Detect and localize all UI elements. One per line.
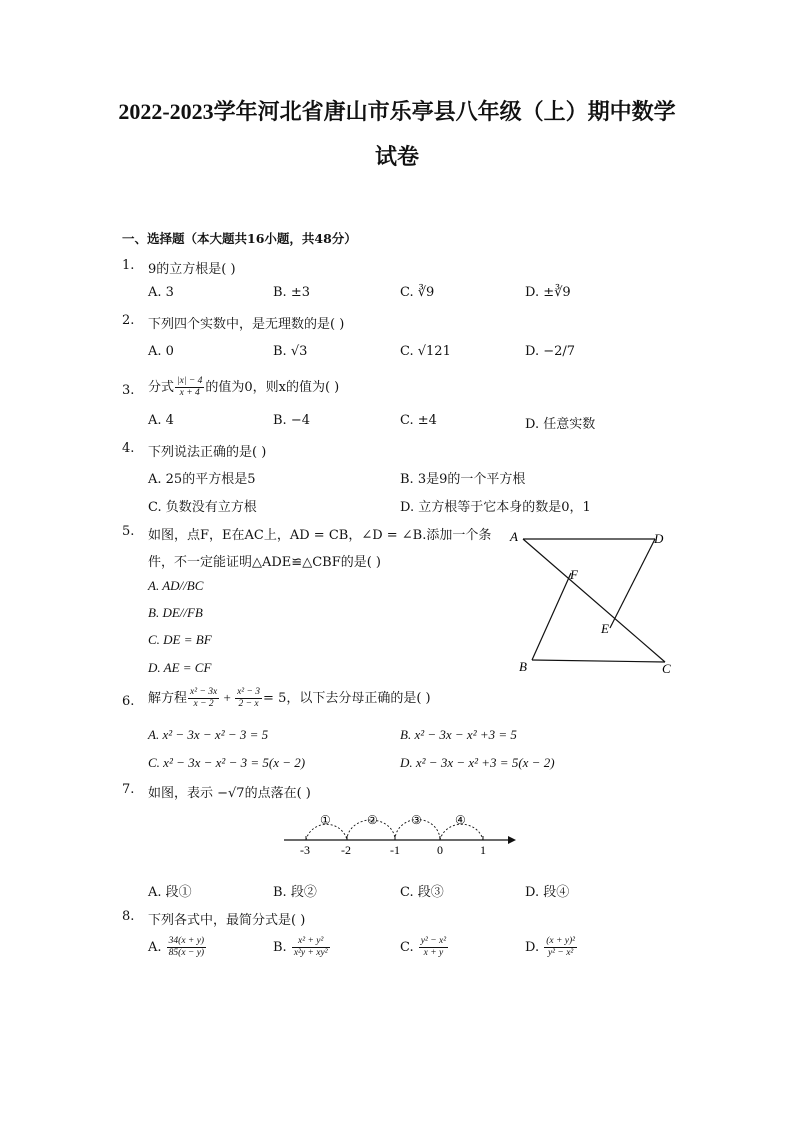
- question-4-text: 下列说法正确的是( ): [148, 445, 267, 460]
- tick-label: 0: [437, 843, 443, 857]
- q8-option-b: [273, 936, 331, 959]
- q4-option-b: B. 3是9的一个平方根: [400, 472, 526, 487]
- point-label-a: A: [510, 529, 518, 544]
- point-label-e: E: [601, 621, 609, 636]
- q3-frac-denominator: x + 4: [179, 388, 200, 398]
- segment-label-1: ①: [320, 813, 331, 827]
- question-number: 3.: [122, 383, 135, 398]
- q5-option-d: D. AE = CF: [148, 660, 212, 675]
- tick-label: -3: [300, 843, 310, 857]
- q6-frac2-numerator: x² − 3: [237, 687, 261, 697]
- q8-option-d: [525, 936, 578, 959]
- q6-fraction-2: [235, 687, 262, 710]
- frac-denominator: y² − x²: [547, 948, 574, 958]
- q7-option-d: D. 段④: [525, 885, 570, 900]
- frac-denominator: x + y: [423, 948, 444, 958]
- q4-option-d: D. 立方根等于它本身的数是0，1: [400, 500, 591, 515]
- q7-option-b: B. 段②: [273, 885, 317, 900]
- q5-option-b: B. DE//FB: [148, 605, 203, 620]
- q6-frac2-denominator: 2 − x: [238, 699, 259, 709]
- question-number: 6.: [122, 694, 135, 709]
- q8-option-c-fraction: [419, 936, 448, 959]
- q4-option-c: C. 负数没有立方根: [148, 500, 257, 515]
- tick-label: -2: [341, 843, 351, 857]
- q8-option-b-fraction: [292, 936, 330, 959]
- q5-geometry-figure: [505, 525, 685, 680]
- q3-text-before: 分式: [148, 380, 175, 395]
- question-5-text-line2: 件，不一定能证明△ADE≌△CBF的是( ): [148, 555, 381, 570]
- question-number: 1.: [122, 258, 135, 273]
- segment-ac: [523, 539, 665, 662]
- segment-label-4: ④: [455, 813, 466, 827]
- q1-option-d: D. ±∛9: [525, 285, 571, 300]
- segment-de: [610, 539, 655, 628]
- segment-label-2: ②: [367, 813, 378, 827]
- q6-option-d: D. x² − 3x − x² +3 = 5(x − 2): [400, 755, 555, 770]
- q8-option-b-letter: B.: [273, 940, 287, 955]
- frac-numerator: 34(x + y): [168, 936, 205, 946]
- frac-numerator: x² + y²: [292, 936, 330, 948]
- q6-option-a: A. x² − 3x − x² − 3 = 5: [148, 727, 269, 742]
- q6-fraction-1: [188, 687, 219, 710]
- tick-label: -1: [390, 843, 400, 857]
- q6-option-c: C. x² − 3x − x² − 3 = 5(x − 2): [148, 755, 306, 770]
- question-6-text: 解方程 $\frac{\text{x² − 3x}}{x - 2}$ + $\frac{\text{x² − 3}}{2 - x}$ = 5，以下去分母正确的是( ): [148, 687, 431, 709]
- segment-bf: [532, 573, 571, 660]
- q7-number-line: [280, 808, 520, 858]
- frac-denominator: x²y + xy²: [293, 948, 328, 958]
- question-1-text: 9的立方根是( ): [148, 262, 236, 277]
- question-8-text: 下列各式中，最简分式是( ): [148, 913, 306, 928]
- exam-title-line1: 2022-2023学年河北省唐山市乐亭县八年级（上）期中数学: [118, 99, 676, 124]
- q5-option-c: C. DE = BF: [148, 632, 212, 647]
- question-number: 4.: [122, 441, 135, 456]
- segment-label-3: ③: [411, 813, 422, 827]
- point-label-b: B: [519, 659, 527, 674]
- question-number: 7.: [122, 782, 135, 797]
- question-5-text-line1: 如图，点F，E在AC上，AD = CB，∠D = ∠B.添加一个条: [148, 528, 492, 543]
- q3-option-c: C. ±4: [400, 413, 437, 428]
- q3-option-a: A. 4: [148, 413, 174, 428]
- frac-numerator: (x + y)²: [546, 936, 576, 946]
- exam-title-line2: 试卷: [374, 144, 419, 169]
- q8-option-a-fraction: [167, 936, 206, 959]
- section-heading: 一、选择题（本大题共16小题，共48分）: [122, 231, 357, 246]
- q4-option-a: A. 25的平方根是5: [148, 472, 256, 487]
- q7-option-a: A. 段①: [148, 885, 192, 900]
- q1-option-a: A. 3: [148, 285, 174, 300]
- q8-option-d-fraction: [544, 936, 577, 959]
- q1-option-b: B. ±3: [273, 285, 310, 300]
- q2-option-d: D. −2/7: [525, 344, 576, 359]
- question-2-text: 下列四个实数中，是无理数的是( ): [148, 317, 345, 332]
- question-number: 5.: [122, 524, 135, 539]
- point-label-f: F: [570, 567, 578, 582]
- q2-option-b: B. √3: [273, 344, 308, 359]
- q5-option-a: A. AD//BC: [148, 578, 204, 593]
- q3-fraction: [175, 376, 204, 399]
- q2-option-c: C. √121: [400, 344, 451, 359]
- q3-option-b: B. −4: [273, 413, 310, 428]
- question-3-text: [148, 376, 339, 399]
- q3-option-d: D. 任意实数: [525, 417, 596, 432]
- q1-option-c: C. ∛9: [400, 285, 435, 300]
- q7-option-c: C. 段③: [400, 885, 444, 900]
- tick-label: 1: [480, 843, 486, 857]
- q8-option-a-letter: A.: [148, 940, 162, 955]
- frac-numerator: y² − x²: [420, 936, 447, 946]
- q8-option-c: [400, 936, 449, 959]
- question-7-text: 如图，表示 −√7的点落在( ): [148, 786, 311, 801]
- q3-text-after: 的值为0，则x的值为( ): [205, 380, 340, 395]
- point-label-c: C: [662, 661, 671, 676]
- q6-frac1-denominator: x − 2: [193, 699, 214, 709]
- q8-option-d-letter: D.: [525, 940, 540, 955]
- q6-text-before: 解方程: [148, 691, 188, 706]
- number-line-arrow: [508, 836, 516, 844]
- frac-denominator: 85(x − y): [168, 948, 205, 958]
- point-label-d: D: [654, 531, 664, 546]
- q6-frac1-numerator: x² − 3x: [190, 687, 218, 697]
- q6-option-b: B. x² − 3x − x² +3 = 5: [400, 727, 517, 742]
- q3-frac-numerator: |x| − 4: [177, 376, 203, 386]
- question-number: 8.: [122, 909, 135, 924]
- q8-option-a: [148, 936, 207, 959]
- segment-bc: [532, 660, 665, 662]
- q2-option-a: A. 0: [148, 344, 174, 359]
- question-number: 2.: [122, 313, 135, 328]
- q6-text-after: = 5，以下去分母正确的是( ): [263, 691, 431, 706]
- q8-option-c-letter: C.: [400, 940, 414, 955]
